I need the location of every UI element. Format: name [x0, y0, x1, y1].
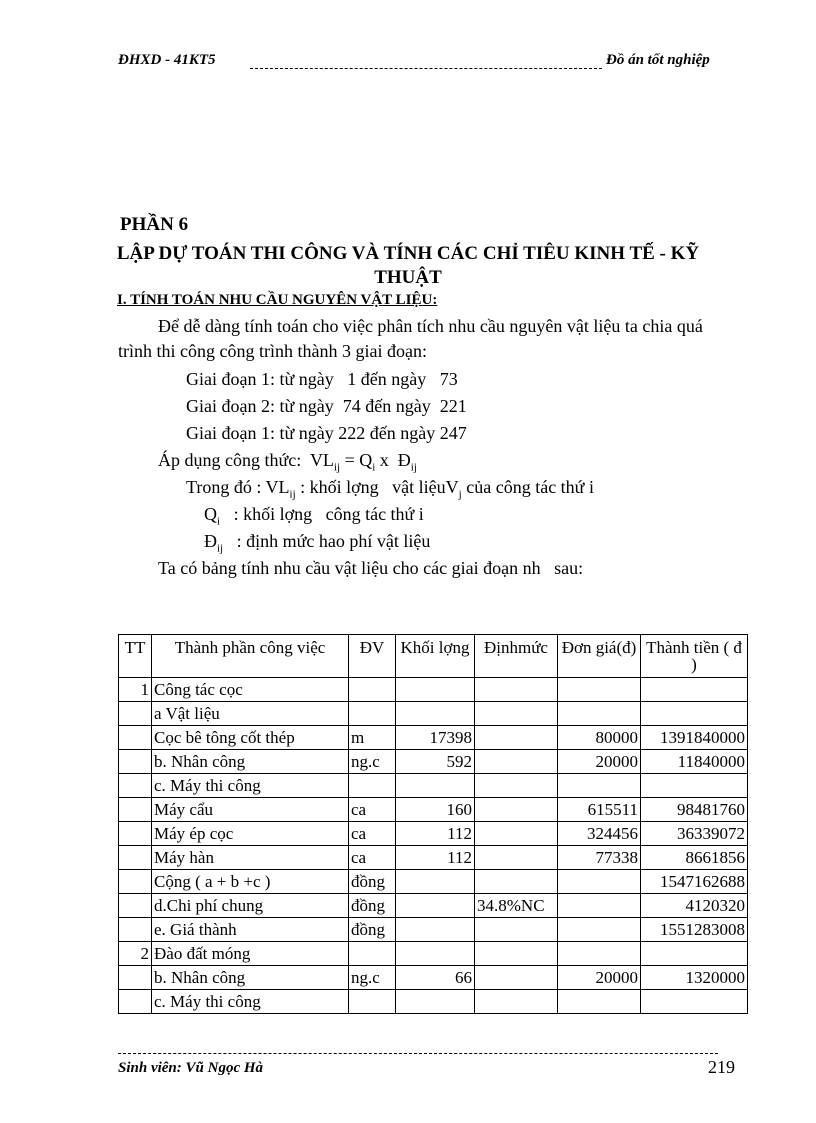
- cell-unit-price: 80000: [558, 726, 641, 750]
- cell-work: Máy hàn: [152, 846, 349, 870]
- cell-tt: [119, 702, 152, 726]
- def-d-sub: ij: [217, 542, 224, 555]
- cell-quantity: 592: [396, 750, 475, 774]
- formula-eq: = Q: [340, 450, 373, 470]
- def-q-sub: i: [217, 515, 221, 528]
- stage-3: Giai đoạn 1: từ ngày 222 đến ngày 247: [186, 423, 467, 443]
- formula-line: [158, 451, 417, 474]
- cell-quantity: [396, 918, 475, 942]
- cell-unit-price: [558, 678, 641, 702]
- page-number: 219: [708, 1057, 735, 1077]
- cell-tt: 2: [119, 942, 152, 966]
- cell-norm: [475, 966, 558, 990]
- where-prefix: Trong đó : VL: [186, 477, 290, 497]
- cell-work: e. Giá thành: [152, 918, 349, 942]
- cell-work: Máy cẩu: [152, 798, 349, 822]
- cell-amount: [641, 678, 748, 702]
- header-left: ĐHXD - 41KT5: [118, 52, 216, 68]
- cell-quantity: 160: [396, 798, 475, 822]
- cell-unit-price: 20000: [558, 966, 641, 990]
- cell-unit: đồng: [349, 870, 396, 894]
- header-right: Đồ án tốt nghiệp: [606, 52, 710, 68]
- cell-tt: [119, 870, 152, 894]
- cell-quantity: 112: [396, 846, 475, 870]
- cell-tt: [119, 846, 152, 870]
- table-row: [119, 990, 748, 1014]
- def-d-text: : định mức hao phí vật liệu: [223, 531, 431, 551]
- paragraph-line2: trình thi công công trình thành 3 giai đoạn:: [118, 341, 427, 361]
- doc-title-line2: THUẬT: [374, 267, 442, 288]
- formula-q-sub: i: [372, 461, 376, 474]
- cell-unit: đồng: [349, 894, 396, 918]
- cell-amount: 1320000: [641, 966, 748, 990]
- cell-work: Máy ép cọc: [152, 822, 349, 846]
- table-row: [119, 678, 748, 702]
- cell-amount: [641, 702, 748, 726]
- cell-work: a Vật liệu: [152, 702, 349, 726]
- doc-title-line1: LẬP DỰ TOÁN THI CÔNG VÀ TÍNH CÁC CHỈ TIÊU KINH TẾ - KỸ: [116, 243, 700, 264]
- cell-norm: [475, 942, 558, 966]
- cell-unit-price: [558, 702, 641, 726]
- cell-norm: [475, 918, 558, 942]
- table-row: [119, 942, 748, 966]
- cell-amount: 4120320: [641, 894, 748, 918]
- cell-tt: 1: [119, 678, 152, 702]
- cell-amount: [641, 942, 748, 966]
- cell-unit: ng.c: [349, 750, 396, 774]
- cell-unit-price: [558, 870, 641, 894]
- table-row: [119, 822, 748, 846]
- cell-norm: [475, 750, 558, 774]
- cell-tt: [119, 966, 152, 990]
- cell-amount: [641, 774, 748, 798]
- cell-quantity: [396, 870, 475, 894]
- table-row: [119, 774, 748, 798]
- cell-norm: [475, 774, 558, 798]
- footer-student: Sinh viên: Vũ Ngọc Hà: [118, 1060, 264, 1076]
- cell-work: Cộng ( a + b +c ): [152, 870, 349, 894]
- cell-unit: đồng: [349, 918, 396, 942]
- cell-norm: [475, 870, 558, 894]
- paragraph-line1: Để dễ dàng tính toán cho việc phân tích nhu cầu nguyên vật liệu ta chia quá: [158, 316, 703, 336]
- cell-amount: [641, 990, 748, 1014]
- table-row: [119, 750, 748, 774]
- cell-work: c. Máy thi công: [152, 774, 349, 798]
- table-row: [119, 918, 748, 942]
- table-body: [119, 678, 748, 1014]
- cell-norm: [475, 798, 558, 822]
- def-q-symbol: Q: [204, 504, 217, 524]
- cell-unit-price: 20000: [558, 750, 641, 774]
- table-row: [119, 798, 748, 822]
- cell-work: c. Máy thi công: [152, 990, 349, 1014]
- cell-quantity: 66: [396, 966, 475, 990]
- cell-quantity: [396, 894, 475, 918]
- cell-amount: 8661856: [641, 846, 748, 870]
- header-divider: [250, 68, 602, 69]
- part-title: PHẦN 6: [120, 214, 189, 235]
- formula-mid: x Đ: [375, 450, 411, 470]
- cell-tt: [119, 750, 152, 774]
- cell-norm: [475, 822, 558, 846]
- col-header-work: Thành phần công việc: [152, 635, 349, 678]
- cell-quantity: 112: [396, 822, 475, 846]
- cell-quantity: [396, 990, 475, 1014]
- cell-norm: [475, 846, 558, 870]
- section-heading: I. TÍNH TOÁN NHU CẦU NGUYÊN VẬT LIỆU:: [117, 292, 438, 308]
- where-sub2: j: [458, 488, 462, 501]
- cell-tt: [119, 774, 152, 798]
- table-row: [119, 846, 748, 870]
- cell-unit: [349, 678, 396, 702]
- cell-work: Đào đất móng: [152, 942, 349, 966]
- where-text: : khối lợng vật liệuV: [295, 477, 459, 497]
- col-header-quantity: Khối lợng: [396, 635, 475, 678]
- cell-tt: [119, 918, 152, 942]
- formula-d-sub: ij: [410, 461, 417, 474]
- cell-unit-price: 615511: [558, 798, 641, 822]
- formula-lhs-sub: ij: [333, 461, 341, 474]
- cell-unit: [349, 774, 396, 798]
- def-d-symbol: Đ: [204, 531, 217, 551]
- def-d-line: [204, 532, 430, 555]
- cell-work: Cọc bê tông cốt thép: [152, 726, 349, 750]
- cell-unit: [349, 990, 396, 1014]
- cell-amount: 1547162688: [641, 870, 748, 894]
- cell-work: b. Nhân công: [152, 966, 349, 990]
- cell-norm: [475, 702, 558, 726]
- cell-amount: 1551283008: [641, 918, 748, 942]
- table-row: [119, 726, 748, 750]
- cell-norm: 34.8%NC: [475, 894, 558, 918]
- cell-tt: [119, 822, 152, 846]
- cell-unit: ng.c: [349, 966, 396, 990]
- col-header-unit-price: Đơn giá(đ): [558, 635, 641, 678]
- cell-unit: m: [349, 726, 396, 750]
- cell-unit: ca: [349, 798, 396, 822]
- cell-unit-price: [558, 942, 641, 966]
- def-q-text: : khối lợng công tác thứ i: [220, 504, 424, 524]
- col-header-tt: TT: [119, 635, 152, 678]
- cell-tt: [119, 798, 152, 822]
- cell-quantity: [396, 702, 475, 726]
- cell-tt: [119, 726, 152, 750]
- cell-unit-price: [558, 774, 641, 798]
- formula-lhs: VL: [309, 450, 334, 470]
- cell-unit: ca: [349, 846, 396, 870]
- cell-unit: [349, 702, 396, 726]
- cell-unit: ca: [349, 822, 396, 846]
- table-row: [119, 702, 748, 726]
- formula-label: Áp dụng công thức:: [158, 450, 302, 470]
- where-text2: của công tác thứ i: [461, 477, 594, 497]
- cell-quantity: [396, 774, 475, 798]
- stage-1: Giai đoạn 1: từ ngày 1 đến ngày 73: [186, 369, 458, 389]
- where-sub: ij: [289, 488, 296, 501]
- cost-table: [118, 634, 748, 1014]
- cell-tt: [119, 990, 152, 1014]
- table-row: [119, 894, 748, 918]
- table-intro: Ta có bảng tính nhu cầu vật liệu cho các giai đoạn nh sau:: [158, 558, 584, 578]
- table-row: [119, 870, 748, 894]
- cell-unit-price: [558, 918, 641, 942]
- cell-quantity: [396, 678, 475, 702]
- cell-unit-price: [558, 990, 641, 1014]
- stage-2: Giai đoạn 2: từ ngày 74 đến ngày 221: [186, 396, 467, 416]
- table-header-row: [119, 635, 748, 678]
- cell-unit-price: 77338: [558, 846, 641, 870]
- def-q-line: [204, 505, 424, 528]
- cell-amount: 36339072: [641, 822, 748, 846]
- col-header-unit: ĐV: [349, 635, 396, 678]
- cell-quantity: [396, 942, 475, 966]
- table-row: [119, 966, 748, 990]
- cell-norm: [475, 726, 558, 750]
- col-header-norm: Địnhmức: [475, 635, 558, 678]
- cell-amount: 98481760: [641, 798, 748, 822]
- cell-unit-price: 324456: [558, 822, 641, 846]
- cell-unit: [349, 942, 396, 966]
- cell-amount: 1391840000: [641, 726, 748, 750]
- cell-amount: 11840000: [641, 750, 748, 774]
- cell-unit-price: [558, 894, 641, 918]
- cell-norm: [475, 990, 558, 1014]
- cell-norm: [475, 678, 558, 702]
- cell-tt: [119, 894, 152, 918]
- cell-quantity: 17398: [396, 726, 475, 750]
- cell-work: b. Nhân công: [152, 750, 349, 774]
- cell-work: Công tác cọc: [152, 678, 349, 702]
- col-header-amount: Thành tiền ( đ ): [641, 635, 748, 678]
- where-line: [186, 478, 594, 501]
- cell-work: d.Chi phí chung: [152, 894, 349, 918]
- footer-divider: [118, 1053, 718, 1054]
